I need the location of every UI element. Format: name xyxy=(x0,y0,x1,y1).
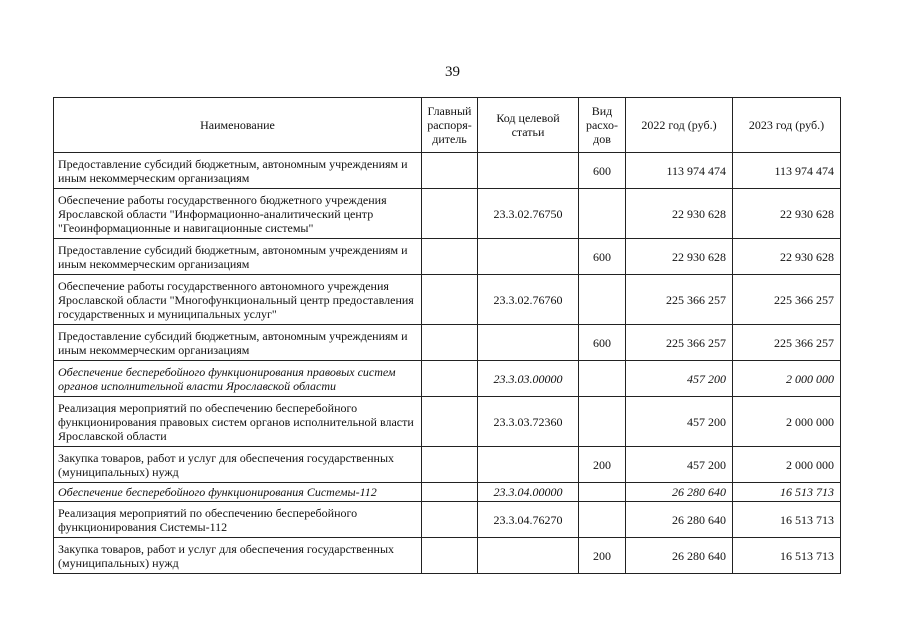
cell-y2023: 113 974 474 xyxy=(733,153,841,189)
cell-name: Закупка товаров, работ и услуг для обеспечения государственных (муниципальных) нужд xyxy=(54,538,422,574)
cell-vid: 600 xyxy=(579,325,626,361)
cell-y2022: 22 930 628 xyxy=(626,239,733,275)
cell-glavny xyxy=(422,397,478,447)
cell-vid: 200 xyxy=(579,447,626,483)
cell-y2022: 113 974 474 xyxy=(626,153,733,189)
cell-y2023: 225 366 257 xyxy=(733,275,841,325)
header-name: Наименование xyxy=(54,98,422,153)
cell-y2022: 26 280 640 xyxy=(626,538,733,574)
cell-kod xyxy=(478,538,579,574)
table-row xyxy=(54,397,841,447)
cell-vid xyxy=(579,361,626,397)
cell-vid xyxy=(579,483,626,502)
cell-vid: 600 xyxy=(579,153,626,189)
cell-y2023: 22 930 628 xyxy=(733,239,841,275)
cell-name: Реализация мероприятий по обеспечению бесперебойного функционирования Системы-112 xyxy=(54,502,422,538)
cell-vid xyxy=(579,189,626,239)
cell-vid xyxy=(579,502,626,538)
cell-kod xyxy=(478,325,579,361)
cell-name: Предоставление субсидий бюджетным, автономным учреждениям и иным некоммерческим организациям xyxy=(54,325,422,361)
cell-y2023: 2 000 000 xyxy=(733,397,841,447)
cell-y2023: 16 513 713 xyxy=(733,502,841,538)
cell-name: Обеспечение работы государственного автономного учреждения Ярославской области "Многофункциональный центр предоставления государственных и муниципальных услуг" xyxy=(54,275,422,325)
cell-name: Предоставление субсидий бюджетным, автономным учреждениям и иным некоммерческим организациям xyxy=(54,239,422,275)
cell-name: Обеспечение бесперебойного функционирования Системы-112 xyxy=(54,483,422,502)
cell-vid: 200 xyxy=(579,538,626,574)
table-row xyxy=(54,239,841,275)
cell-kod xyxy=(478,239,579,275)
table-body xyxy=(54,153,841,574)
cell-y2023: 22 930 628 xyxy=(733,189,841,239)
table-row xyxy=(54,483,841,502)
header-kod: Код целевой статьи xyxy=(478,98,579,153)
cell-y2023: 225 366 257 xyxy=(733,325,841,361)
cell-glavny xyxy=(422,153,478,189)
page-number: 39 xyxy=(445,64,460,80)
cell-kod xyxy=(478,153,579,189)
cell-name: Обеспечение бесперебойного функционирования правовых систем органов исполнительной власти Ярославской области xyxy=(54,361,422,397)
cell-y2023: 2 000 000 xyxy=(733,361,841,397)
cell-y2023: 16 513 713 xyxy=(733,483,841,502)
cell-vid xyxy=(579,275,626,325)
cell-name: Обеспечение работы государственного бюджетного учреждения Ярославской области "Информационно-аналитический центр "Геоинформационные и навигационные системы" xyxy=(54,189,422,239)
table-row xyxy=(54,189,841,239)
cell-y2022: 225 366 257 xyxy=(626,325,733,361)
cell-vid xyxy=(579,397,626,447)
header-2023: 2023 год (руб.) xyxy=(733,98,841,153)
cell-y2022: 26 280 640 xyxy=(626,483,733,502)
table-row xyxy=(54,153,841,189)
cell-y2023: 16 513 713 xyxy=(733,538,841,574)
cell-glavny xyxy=(422,538,478,574)
cell-glavny xyxy=(422,502,478,538)
cell-name: Предоставление субсидий бюджетным, автономным учреждениям и иным некоммерческим организациям xyxy=(54,153,422,189)
header-glavny: Главный распоря-дитель xyxy=(422,98,478,153)
cell-kod xyxy=(478,447,579,483)
cell-vid: 600 xyxy=(579,239,626,275)
budget-table xyxy=(53,97,841,574)
table-header-row xyxy=(54,98,841,153)
cell-glavny xyxy=(422,447,478,483)
cell-y2022: 457 200 xyxy=(626,397,733,447)
cell-kod: 23.3.04.00000 xyxy=(478,483,579,502)
cell-name: Закупка товаров, работ и услуг для обеспечения государственных (муниципальных) нужд xyxy=(54,447,422,483)
cell-kod: 23.3.02.76750 xyxy=(478,189,579,239)
header-vid: Вид расхо-дов xyxy=(579,98,626,153)
table-row xyxy=(54,325,841,361)
cell-y2022: 457 200 xyxy=(626,447,733,483)
table-row xyxy=(54,502,841,538)
cell-y2022: 225 366 257 xyxy=(626,275,733,325)
cell-y2022: 457 200 xyxy=(626,361,733,397)
cell-y2022: 22 930 628 xyxy=(626,189,733,239)
cell-kod: 23.3.03.00000 xyxy=(478,361,579,397)
cell-glavny xyxy=(422,483,478,502)
cell-name: Реализация мероприятий по обеспечению бесперебойного функционирования правовых систем органов исполнительной власти Ярославской области xyxy=(54,397,422,447)
cell-glavny xyxy=(422,189,478,239)
table-row xyxy=(54,361,841,397)
table-row xyxy=(54,538,841,574)
cell-y2023: 2 000 000 xyxy=(733,447,841,483)
header-2022: 2022 год (руб.) xyxy=(626,98,733,153)
table-row xyxy=(54,275,841,325)
table-row xyxy=(54,447,841,483)
cell-glavny xyxy=(422,239,478,275)
cell-y2022: 26 280 640 xyxy=(626,502,733,538)
cell-kod: 23.3.04.76270 xyxy=(478,502,579,538)
cell-kod: 23.3.02.76760 xyxy=(478,275,579,325)
cell-glavny xyxy=(422,275,478,325)
cell-glavny xyxy=(422,325,478,361)
cell-kod: 23.3.03.72360 xyxy=(478,397,579,447)
cell-glavny xyxy=(422,361,478,397)
